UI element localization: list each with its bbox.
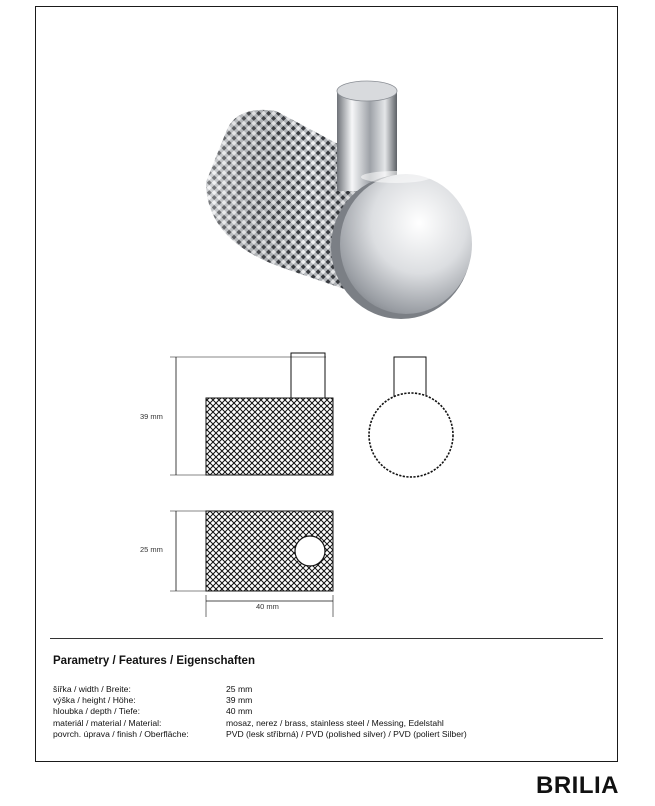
table-row xyxy=(53,684,467,695)
table-row xyxy=(53,695,467,706)
spec-label: hloubka / depth / Tiefe: xyxy=(53,706,140,717)
height-dimension-label: 39 mm xyxy=(140,412,163,421)
table-row xyxy=(53,706,467,717)
front-view xyxy=(140,353,333,475)
spec-value: 39 mm xyxy=(226,695,253,706)
spec-value: PVD (lesk stříbrná) / PVD (polished silver) / PVD (poliert Silber) xyxy=(226,728,467,739)
technical-drawing xyxy=(36,7,619,637)
spec-label: povrch. úprava / finish / Oberfläche: xyxy=(53,728,189,739)
depth-dimension-label: 25 mm xyxy=(140,545,163,554)
top-view xyxy=(140,511,333,617)
width-dimension-label: 40 mm xyxy=(256,602,279,611)
section-divider xyxy=(50,638,603,639)
spec-label: materiál / material / Material: xyxy=(53,717,162,728)
spec-value: mosaz, nerez / brass, stainless steel / Messing, Edelstahl xyxy=(226,717,444,728)
spec-label: šířka / width / Breite: xyxy=(53,684,131,694)
product-sheet-frame xyxy=(35,6,618,762)
spec-label: výška / height / Höhe: xyxy=(53,695,136,706)
table-row xyxy=(53,729,467,740)
table-row xyxy=(53,718,467,729)
side-view xyxy=(369,357,453,477)
spec-value: 40 mm xyxy=(226,706,253,717)
brand-name: BRILIA xyxy=(536,772,619,799)
spec-value: 25 mm xyxy=(226,684,253,694)
features-table xyxy=(53,684,467,740)
features-heading: Parametry / Features / Eigenschaften xyxy=(53,655,255,667)
